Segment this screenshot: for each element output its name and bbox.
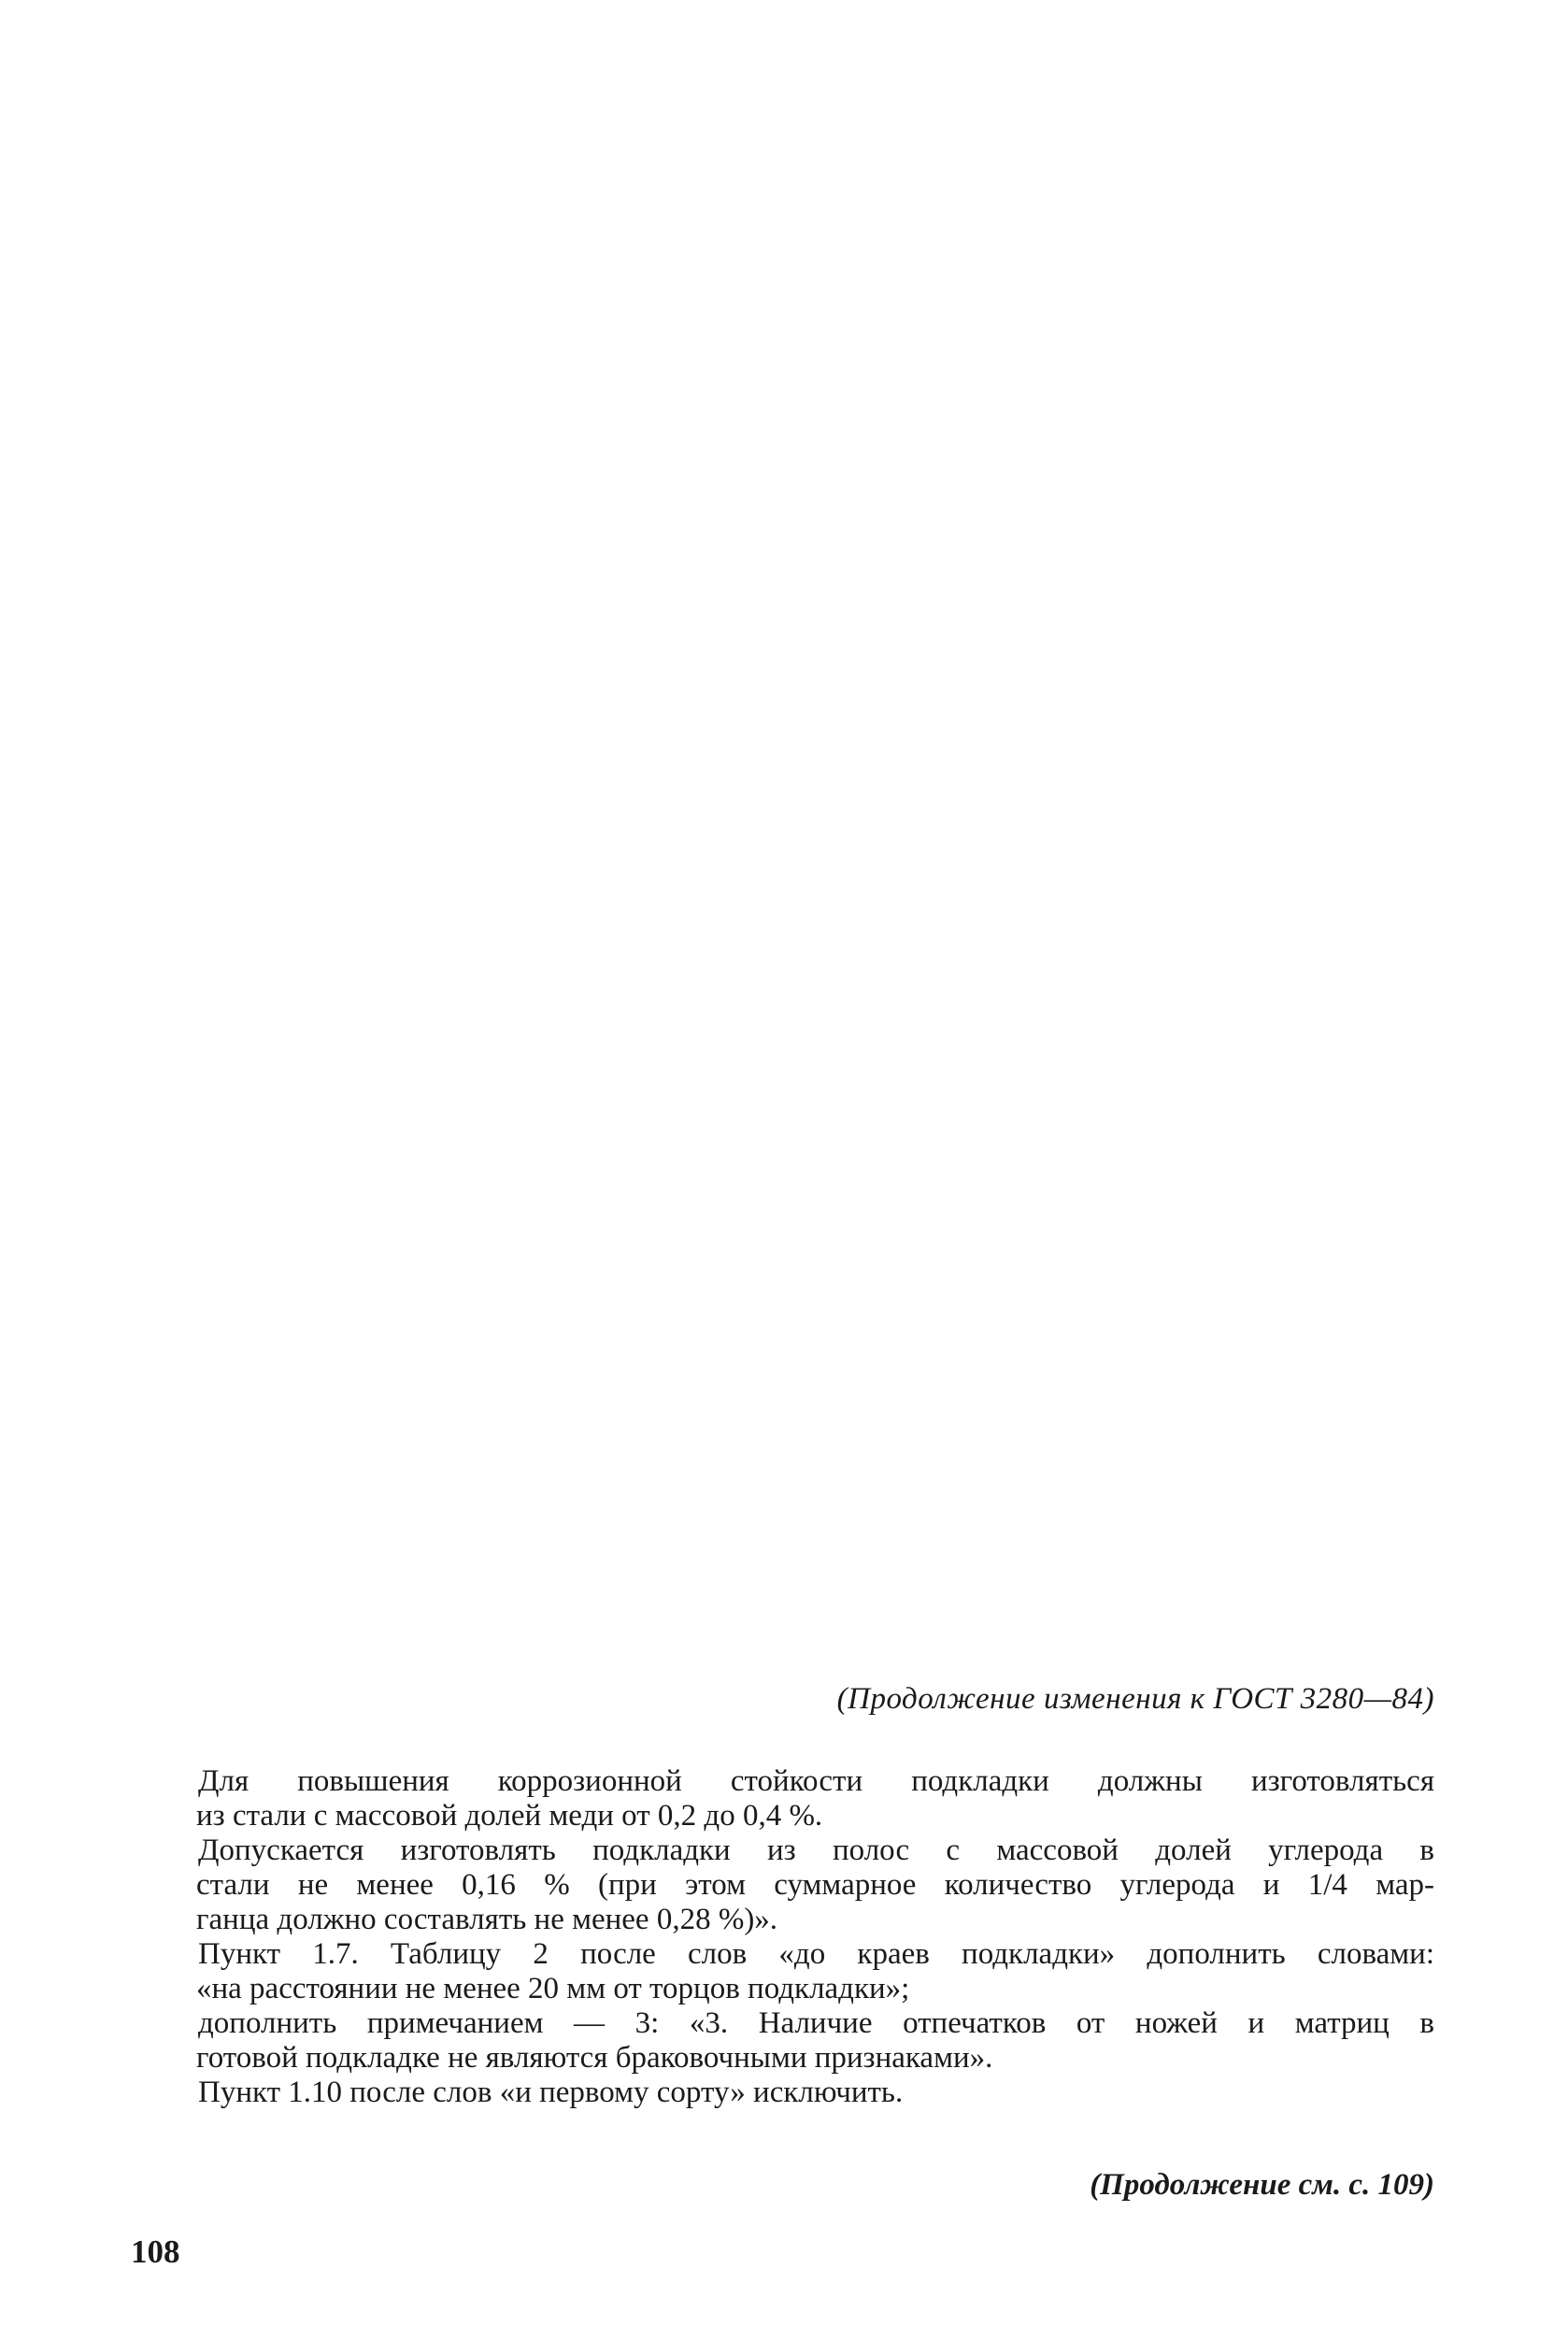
- body-line: «на расстоянии не менее 20 мм от торцов подкладки»;: [196, 1972, 910, 2005]
- body-line: Пункт 1.10 после слов «и первому сорту» исключить.: [198, 2076, 904, 2109]
- page-number: 108: [131, 2233, 180, 2270]
- continuation-header: (Продолжение изменения к ГОСТ 3280—84): [836, 1682, 1434, 1716]
- continuation-footer: (Продолжение см. с. 109): [1090, 2168, 1434, 2202]
- body-line: из стали с массовой долей меди от 0,2 до 0,4 %.: [196, 1799, 823, 1833]
- body-line: Пункт 1.7. Таблицу 2 после слов «до краев подкладки» дополнить словами:: [198, 1937, 1434, 1971]
- body-line: дополнить примечанием — 3: «3. Наличие отпечатков от ножей и матриц в: [198, 2006, 1434, 2040]
- body-line: Допускается изготовлять подкладки из полос с массовой долей углерода в: [198, 1833, 1434, 1867]
- body-line: готовой подкладке не являются браковочными признаками».: [196, 2041, 993, 2075]
- body-line: Для повышения коррозионной стойкости подкладки должны изготовляться: [198, 1764, 1434, 1798]
- body-line: стали не менее 0,16 % (при этом суммарное количество углерода и 1/4 мар-: [196, 1868, 1434, 1902]
- body-line: ганца должно составлять не менее 0,28 %)».: [196, 1903, 778, 1936]
- document-body: [196, 1764, 1434, 2110]
